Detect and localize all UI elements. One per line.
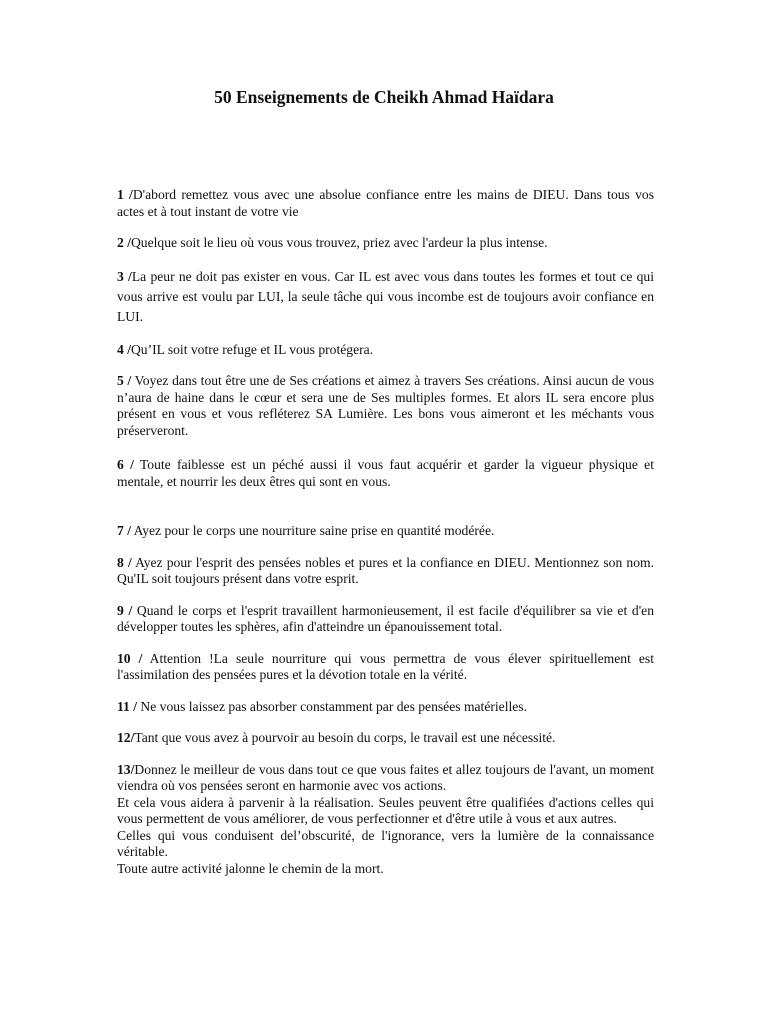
teaching-5	[117, 373, 654, 439]
teaching-paragraph	[117, 762, 654, 795]
teaching-text: Attention !La seule nourriture qui vous permettra de vous élever spirituellement est l'assimilation des pensées pures et la dévotion totale en la vérité.	[117, 650, 654, 682]
teaching-text: Qu’IL soit votre refuge et IL vous protégera.	[130, 341, 374, 357]
teaching-text: Tant que vous avez à pourvoir au besoin du corps, le travail est une nécessité.	[134, 730, 556, 745]
teaching-number: 9 /	[117, 602, 133, 618]
teaching-paragraph: Toute autre activité jalonne le chemin de la mort.	[117, 860, 384, 876]
teaching-text: Ayez pour l'esprit des pensées nobles et pures et la confiance en DIEU. Mentionnez son nom. Qu'IL soit toujours présent dans votre esprit.	[117, 554, 654, 586]
teaching-text: Donnez le meilleur de vous dans tout ce que vous faites et allez toujours de l'avant, un moment viendra où vos pensées seront en harmonie avec vos actions.	[117, 761, 654, 793]
teaching-number: 12/	[117, 730, 135, 745]
teaching-number: 8 /	[117, 554, 132, 570]
teaching-4	[117, 342, 654, 359]
teaching-text: D'abord remettez vous avec une absolue confiance entre les mains de DIEU. Dans tous vos actes et à tout instant de votre vie	[117, 187, 654, 219]
teaching-paragraph: Celles qui vous conduisent del’obscurité, de l'ignorance, vers la lumière de la connaissance véritable.	[117, 827, 654, 859]
teaching-number: 5 /	[117, 373, 132, 388]
teaching-text: La peur ne doit pas exister en vous. Car IL est avec vous dans toutes les formes et tout ce qui vous arrive est voulu par LUI, la seule tâche qui vous incombe est de toujours avoir confiance en LUI.	[117, 268, 654, 324]
teaching-text: Voyez dans tout être une de Ses créations et aimez à travers Ses créations. Ainsi aucun de vous n’aura de haine dans le cœur et sera une de Ses multiples formes. Et alors IL sera encore plus présent en vous et vous refléterez SA Lumière. Les bons vous aimeront et les méchants vous préserveront.	[117, 373, 654, 438]
teaching-11	[117, 699, 654, 716]
teaching-8	[117, 555, 654, 588]
page-title: 50 Enseignements de Cheikh Ahmad Haïdara	[214, 87, 554, 107]
teaching-7	[117, 523, 654, 540]
teaching-number: 10 /	[117, 650, 143, 666]
teaching-6	[117, 457, 654, 490]
teaching-paragraph: Et cela vous aidera à parvenir à la réalisation. Seules peuvent être qualifiées d'actions celles qui vous permettent de vous améliorer, de vous perfectionner et d'être utile à vous et aux autres.	[117, 794, 654, 826]
teaching-text: Ayez pour le corps une nourriture saine prise en quantité modérée.	[130, 523, 495, 538]
teaching-text: Quand le corps et l'esprit travaillent harmonieusement, il est facile d'équilibrer sa vie et d'en développer toutes les sphères, afin d'atteindre un épanouissement total.	[117, 602, 654, 634]
teaching-12	[117, 730, 654, 747]
teaching-number: 4 /	[117, 341, 131, 357]
teaching-text: Toute faiblesse est un péché aussi il vous faut acquérir et garder la vigueur physique et mentale, et nourrir les deux êtres qui sont en vous.	[117, 457, 654, 489]
teaching-text: Quelque soit le lieu où vous vous trouvez, priez avec l'ardeur la plus intense.	[130, 235, 548, 250]
teaching-text: Ne vous laissez pas absorber constamment par des pensées matérielles.	[137, 698, 527, 714]
teachings-list	[117, 187, 654, 877]
teaching-number: 7 /	[117, 523, 131, 538]
teaching-2	[117, 235, 654, 252]
teaching-number: 6 /	[117, 457, 134, 472]
teaching-3	[117, 267, 654, 327]
teaching-number: 1 /	[117, 187, 133, 202]
teaching-1	[117, 187, 654, 220]
teaching-9	[117, 603, 654, 636]
teaching-number: 2 /	[117, 235, 131, 250]
teaching-13	[117, 762, 654, 878]
teaching-number: 13/	[117, 761, 135, 777]
teaching-number: 3 /	[117, 268, 132, 284]
teaching-number: 11 /	[117, 698, 138, 714]
teaching-10	[117, 651, 654, 684]
